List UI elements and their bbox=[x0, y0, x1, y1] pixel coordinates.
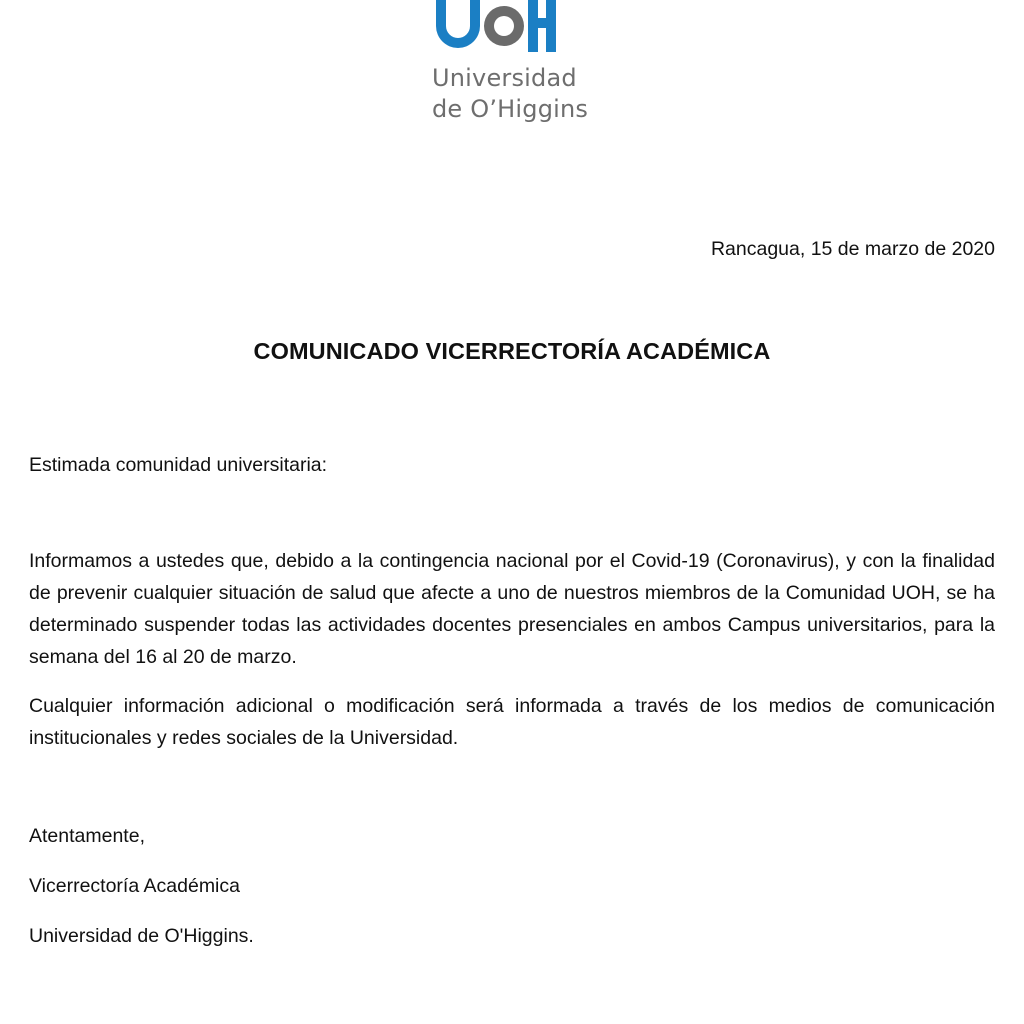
place-date: Rancagua, 15 de marzo de 2020 bbox=[710, 238, 995, 260]
logo-name-line1: Universidad bbox=[432, 64, 577, 92]
closing: Atentamente, bbox=[29, 825, 145, 847]
salutation: Estimada comunidad universitaria: bbox=[29, 454, 328, 476]
logo-name-line2: de O’Higgins bbox=[432, 95, 589, 123]
university-logo bbox=[430, 0, 630, 130]
signature-office: Vicerrectoría Académica bbox=[29, 875, 240, 897]
signature-institution: Universidad de O'Higgins. bbox=[29, 925, 254, 947]
document-title: COMUNICADO VICERRECTORÍA ACADÉMICA bbox=[253, 338, 771, 364]
uoh-logo-mark bbox=[432, 0, 556, 56]
body-paragraph: Informamos a ustedes que, debido a la contingencia nacional por el Covid-19 (Coronavirus), y con la finalidad de prevenir cualquier situación de salud que afecte a uno de nuestros miembros de la Comunidad UOH, se ha determinado suspender todas las actividades docentes presenciales en ambos Campus universitarios, para la semana del 16 al 20 de marzo. bbox=[29, 550, 995, 668]
body-paragraph: Cualquier información adicional o modificación será informada a través de los medios de comunicación institucionales y redes sociales de la Universidad. bbox=[29, 695, 995, 749]
